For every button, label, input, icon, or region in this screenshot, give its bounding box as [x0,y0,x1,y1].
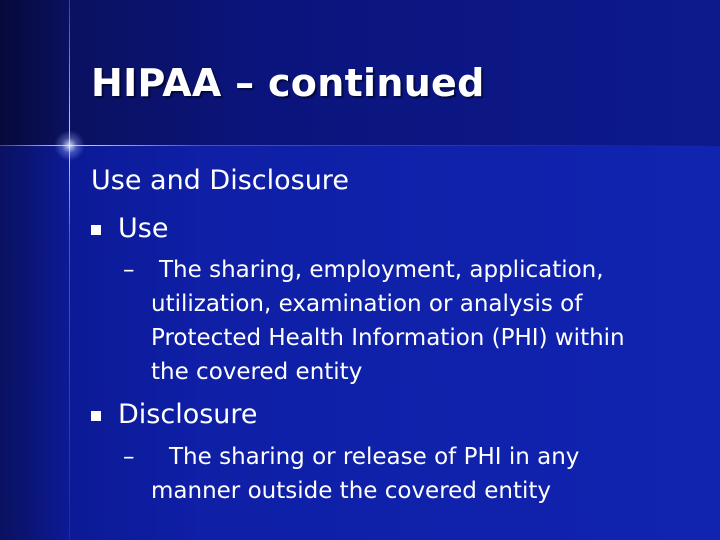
horizontal-accent-line [0,145,720,146]
sub-bullet-line: manner outside the covered entity [151,478,551,504]
sub-bullet-disclosure-definition [123,440,683,512]
bullet-disclosure [91,398,391,432]
sub-bullet-line: The sharing or release of PHI in any [169,444,580,470]
vertical-accent-line [69,0,70,540]
slide-title: HIPAA – continued [91,61,485,105]
bullet-use [91,212,291,246]
sub-bullet-use-definition [123,253,683,393]
bullet-label: Use [118,213,169,244]
square-bullet-icon [91,225,101,235]
square-bullet-icon [91,411,101,421]
sub-bullet-line: the covered entity [151,359,363,385]
bullet-label: Disclosure [118,399,258,430]
sub-bullet-line: utilization, examination or analysis of [151,291,583,317]
dash-marker: – [123,257,135,283]
sparkle-icon [54,130,85,161]
dash-marker: – [123,444,135,470]
section-heading: Use and Disclosure [91,165,349,196]
sub-bullet-line: Protected Health Information (PHI) within [151,325,625,351]
sub-bullet-line: The sharing, employment, application, [159,257,604,283]
